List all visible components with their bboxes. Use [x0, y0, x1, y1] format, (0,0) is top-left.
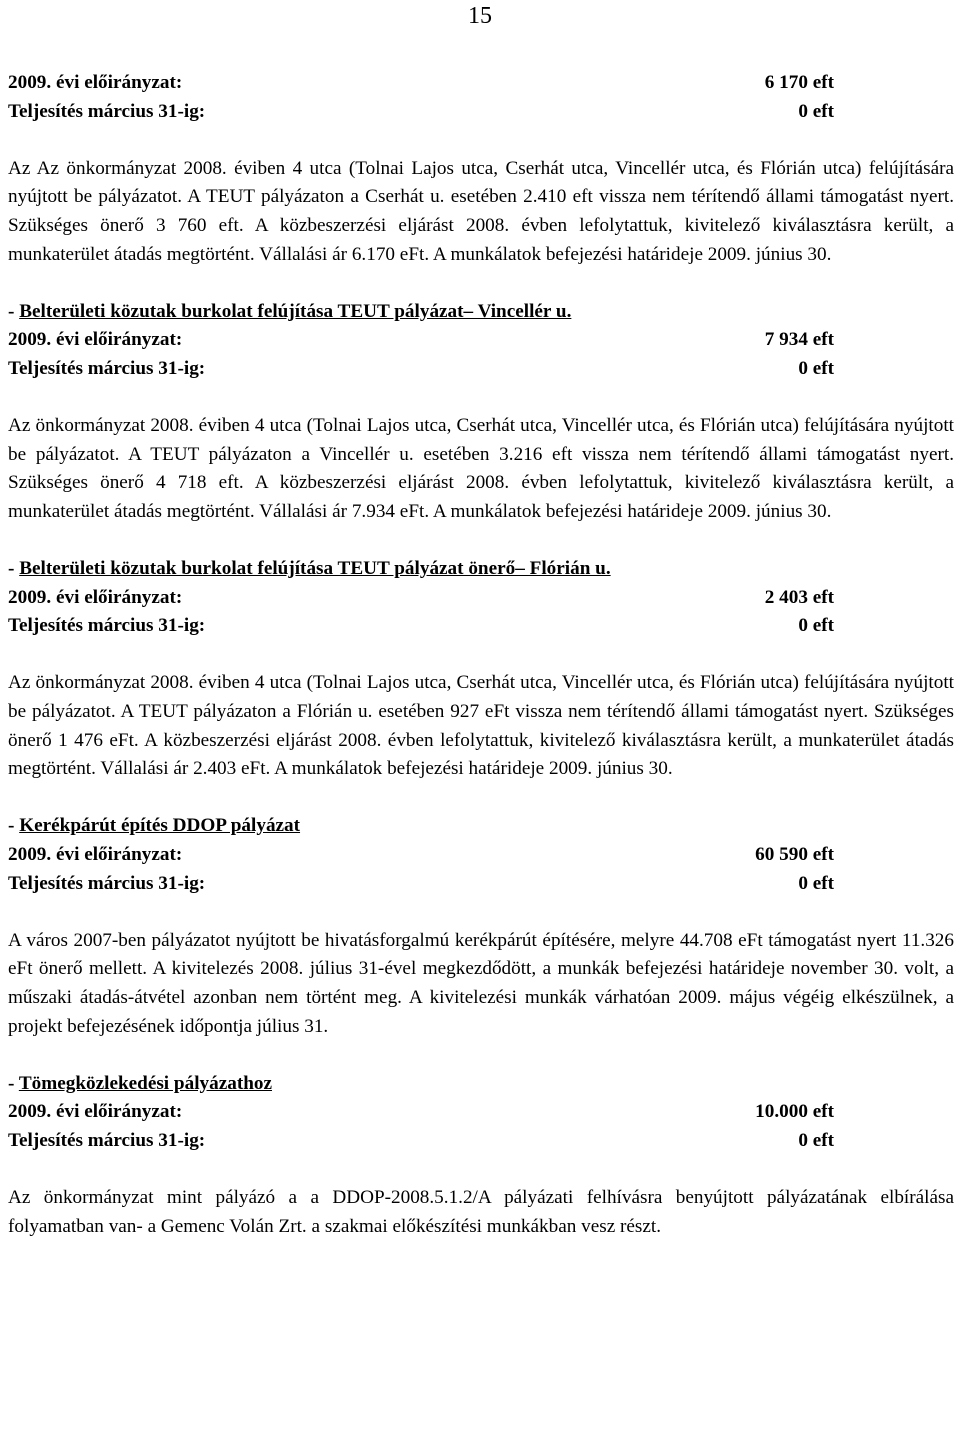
document-body	[8, 69, 954, 1241]
page-number: 15	[468, 3, 492, 29]
budget-row	[8, 69, 834, 98]
budget-value: 2 403 eft	[764, 586, 834, 608]
fulfilment-row	[8, 870, 834, 899]
fulfilment-value: 0 eft	[798, 357, 834, 379]
section-heading	[8, 1070, 954, 1099]
section-paragraph: Az önkormányzat mint pályázó a a DDOP-2008.5.1.2/A pályázati felhívásra benyújtott pályázatának elbírálása folyamatban van- a Gemenc Volán Zrt. a szakmai előkészítési munkákban vesz részt.	[8, 1187, 954, 1237]
budget-value: 6 170 eft	[764, 72, 834, 93]
budget-row	[8, 841, 834, 870]
heading-text: Belterületi közutak burkolat felújítása TEUT pályázat önerő– Flórián u.	[19, 558, 611, 580]
heading-text: Tömegközlekedési pályázathoz	[18, 1072, 272, 1094]
section-vinceller	[8, 298, 954, 527]
fulfilment-value: 0 eft	[798, 615, 834, 637]
budget-value: 7 934 eft	[764, 329, 834, 351]
section-cserhat	[8, 69, 954, 269]
fulfilment-value: 0 eft	[798, 1129, 834, 1151]
budget-label: 2009. évi előirányzat:	[8, 329, 183, 351]
fulfilment-row	[8, 1127, 834, 1156]
fulfilment-row	[8, 355, 834, 384]
budget-value: 10.000 eft	[755, 1101, 834, 1123]
budget-row	[8, 584, 834, 613]
section-tomegkozlekedes	[8, 1070, 954, 1242]
budget-label: 2009. évi előirányzat:	[8, 1101, 183, 1123]
heading-prefix: -	[8, 815, 20, 837]
budget-label: 2009. évi előirányzat:	[8, 586, 183, 608]
section-paragraph: Az Az önkormányzat 2008. éviben 4 utca (Tolnai Lajos utca, Cserhát utca, Vincellér utca, és Flórián utca) felújítására nyújtott be pályázatot. A TEUT pályázaton a Cserhát u. esetében 2.410 eft vissza nem térítendő állami támogatást nyert. Szükséges önerő 3 760 eft. A közbeszerzési eljárást 2008. évben lefolytattuk, kivitelező kiválasztásra került, a munkaterület átadás megtörtént. Vállalási ár 6.170 eFt. A munkálatok befejezési határideje 2009. június 30.	[8, 157, 954, 265]
section-paragraph: Az önkormányzat 2008. éviben 4 utca (Tolnai Lajos utca, Cserhát utca, Vincellér utca, és Flórián utca) felújítására nyújtott be pályázatot. A TEUT pályázaton a Vincellér u. esetében 3.216 eft vissza nem térítendő állami támogatást nyert. Szükséges önerő 4 718 eft. A közbeszerzési eljárást 2008. évben lefolytattuk, kivitelező kiválasztásra került, a munkaterület átadás megtörtént. Vállalási ár 7.934 eFt. A munkálatok befejezési határideje 2009. június 30.	[8, 415, 954, 522]
fulfilment-label: Teljesítés március 31-ig:	[8, 1129, 206, 1151]
section-paragraph: A város 2007-ben pályázatot nyújtott be hivatásforgalmú kerékpárút építésére, melyre 44.708 eFt támogatást nyert 11.326 eFt önerő mellett. A kivitelezés 2008. július 31-ével megkezdődött, a munkák befejezési határideje november 30. volt, a műszaki átadás-átvétel azonban nem történt meg. A kivitelezési munkák várhatóan 2009. május végéig elkészülnek, a projekt befejezésének időpontja július 31.	[8, 929, 954, 1037]
fulfilment-label: Teljesítés március 31-ig:	[8, 100, 206, 122]
budget-row	[8, 1098, 834, 1127]
heading-prefix: -	[8, 558, 20, 580]
budget-label: 2009. évi előirányzat:	[8, 72, 183, 93]
section-florian	[8, 555, 954, 784]
heading-prefix: -	[8, 300, 20, 322]
fulfilment-value: 0 eft	[798, 100, 834, 122]
fulfilment-label: Teljesítés március 31-ig:	[8, 357, 206, 379]
budget-row	[8, 326, 834, 355]
heading-prefix: -	[8, 1072, 19, 1094]
fulfilment-label: Teljesítés március 31-ig:	[8, 615, 206, 637]
section-heading	[8, 812, 954, 841]
heading-text: Kerékpárút építés DDOP pályázat	[19, 815, 301, 837]
heading-text: Belterületi közutak burkolat felújítása TEUT pályázat– Vincellér u.	[19, 300, 572, 322]
section-heading	[8, 555, 954, 584]
fulfilment-label: Teljesítés március 31-ig:	[8, 872, 206, 894]
section-paragraph: Az önkormányzat 2008. éviben 4 utca (Tolnai Lajos utca, Cserhát utca, Vincellér utca, és Flórián utca) felújítására nyújtott be pályázatot. A TEUT pályázaton a Flórián u. esetében 927 eFt vissza nem térítendő állami támogatást nyert. Szükséges önerő 1 476 eFt. A közbeszerzési eljárást 2008. évben lefolytattuk, kivitelező kiválasztásra került, a munkaterület átadás megtörtént. Vállalási ár 2.403 eFt. A munkálatok befejezési határideje 2009. június 30.	[8, 672, 954, 780]
fulfilment-row	[8, 612, 834, 641]
section-heading	[8, 298, 954, 327]
section-kerekparut	[8, 812, 954, 1041]
fulfilment-row	[8, 98, 834, 127]
budget-label: 2009. évi előirányzat:	[8, 844, 183, 866]
fulfilment-value: 0 eft	[798, 872, 834, 894]
budget-value: 60 590 eft	[755, 844, 834, 866]
